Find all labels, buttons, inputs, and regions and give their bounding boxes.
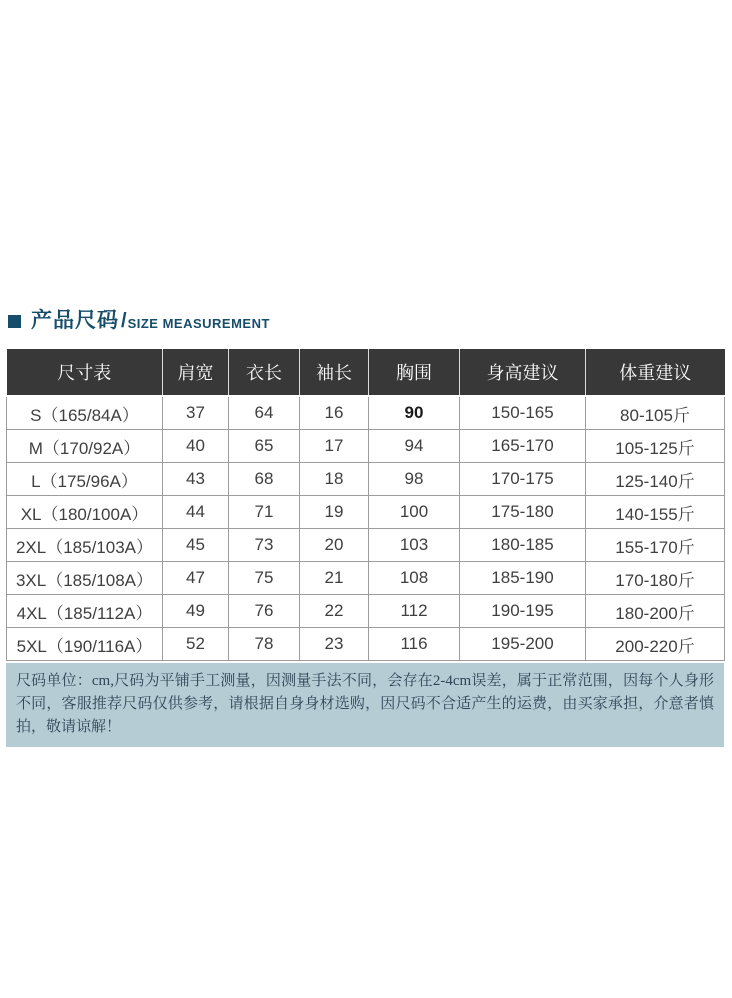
note-text: 尺码单位：cm,尺码为平铺手工测量，因测量手法不同，会存在2-4cm误差，属于正常范围，因每个人身形不同，客服推荐尺码仅供参考，请根据自身身材选购，因尺码不合适产生的运费，由买家承担，介意者慎拍，敬请谅解！ [16, 673, 714, 735]
size-cell: 22 [300, 595, 369, 628]
size-cell: 43 [163, 463, 229, 496]
section-header [8, 308, 726, 334]
size-row [7, 430, 725, 463]
size-cell: 68 [229, 463, 300, 496]
size-cell: 90 [369, 396, 460, 430]
size-cell: 98 [369, 463, 460, 496]
size-cell: 105-125斤 [586, 430, 725, 463]
title-separator: / [121, 309, 127, 332]
size-cell: XL（180/100A） [7, 496, 163, 529]
size-cell: 19 [300, 496, 369, 529]
size-cell: 180-200斤 [586, 595, 725, 628]
size-row [7, 595, 725, 628]
header-cell: 体重建议 [586, 349, 725, 396]
size-cell: 52 [163, 628, 229, 661]
size-cell: 103 [369, 529, 460, 562]
size-cell: 4XL（185/112A） [7, 595, 163, 628]
size-cell: 37 [163, 396, 229, 430]
size-cell: 64 [229, 396, 300, 430]
size-row [7, 396, 725, 430]
size-cell: 75 [229, 562, 300, 595]
blue-square-icon [8, 315, 21, 328]
table-header-row [7, 349, 725, 396]
size-cell: 170-175 [460, 463, 586, 496]
size-cell: 180-185 [460, 529, 586, 562]
size-cell: 94 [369, 430, 460, 463]
size-cell: 100 [369, 496, 460, 529]
size-cell: 185-190 [460, 562, 586, 595]
table-body [7, 396, 725, 661]
size-chart-content [6, 308, 726, 747]
size-cell: 5XL（190/116A） [7, 628, 163, 661]
size-cell: 190-195 [460, 595, 586, 628]
size-cell: 71 [229, 496, 300, 529]
size-cell: 165-170 [460, 430, 586, 463]
size-cell: 108 [369, 562, 460, 595]
size-cell: S（165/84A） [7, 396, 163, 430]
size-cell: 3XL（185/108A） [7, 562, 163, 595]
size-row [7, 496, 725, 529]
size-cell: 23 [300, 628, 369, 661]
header-cell: 肩宽 [163, 349, 229, 396]
size-cell: 45 [163, 529, 229, 562]
size-cell: 140-155斤 [586, 496, 725, 529]
size-cell: 65 [229, 430, 300, 463]
size-cell: L（175/96A） [7, 463, 163, 496]
size-row [7, 628, 725, 661]
size-cell: 150-165 [460, 396, 586, 430]
size-cell: 195-200 [460, 628, 586, 661]
header-cell: 胸围 [369, 349, 460, 396]
size-cell: 112 [369, 595, 460, 628]
size-cell: 78 [229, 628, 300, 661]
size-cell: 170-180斤 [586, 562, 725, 595]
size-cell: 175-180 [460, 496, 586, 529]
header-cell: 衣长 [229, 349, 300, 396]
section-title-cn: 产品尺码 [31, 309, 119, 332]
size-cell: 73 [229, 529, 300, 562]
size-cell: 125-140斤 [586, 463, 725, 496]
size-cell: 18 [300, 463, 369, 496]
size-cell: 21 [300, 562, 369, 595]
size-measurement-table [6, 349, 725, 661]
size-row [7, 529, 725, 562]
size-cell: 20 [300, 529, 369, 562]
size-cell: 76 [229, 595, 300, 628]
size-cell: 200-220斤 [586, 628, 725, 661]
size-cell: 40 [163, 430, 229, 463]
note-box [6, 663, 724, 747]
header-cell: 身高建议 [460, 349, 586, 396]
header-cell: 尺寸表 [7, 349, 163, 396]
size-cell: 47 [163, 562, 229, 595]
size-cell: 16 [300, 396, 369, 430]
size-cell: 49 [163, 595, 229, 628]
size-cell: 44 [163, 496, 229, 529]
section-title-en: SIZE MEASUREMENT [127, 315, 270, 331]
size-cell: M（170/92A） [7, 430, 163, 463]
size-cell: 155-170斤 [586, 529, 725, 562]
size-row [7, 562, 725, 595]
header-cell: 袖长 [300, 349, 369, 396]
size-cell: 116 [369, 628, 460, 661]
size-cell: 80-105斤 [586, 396, 725, 430]
size-cell: 17 [300, 430, 369, 463]
size-cell: 2XL（185/103A） [7, 529, 163, 562]
size-row [7, 463, 725, 496]
